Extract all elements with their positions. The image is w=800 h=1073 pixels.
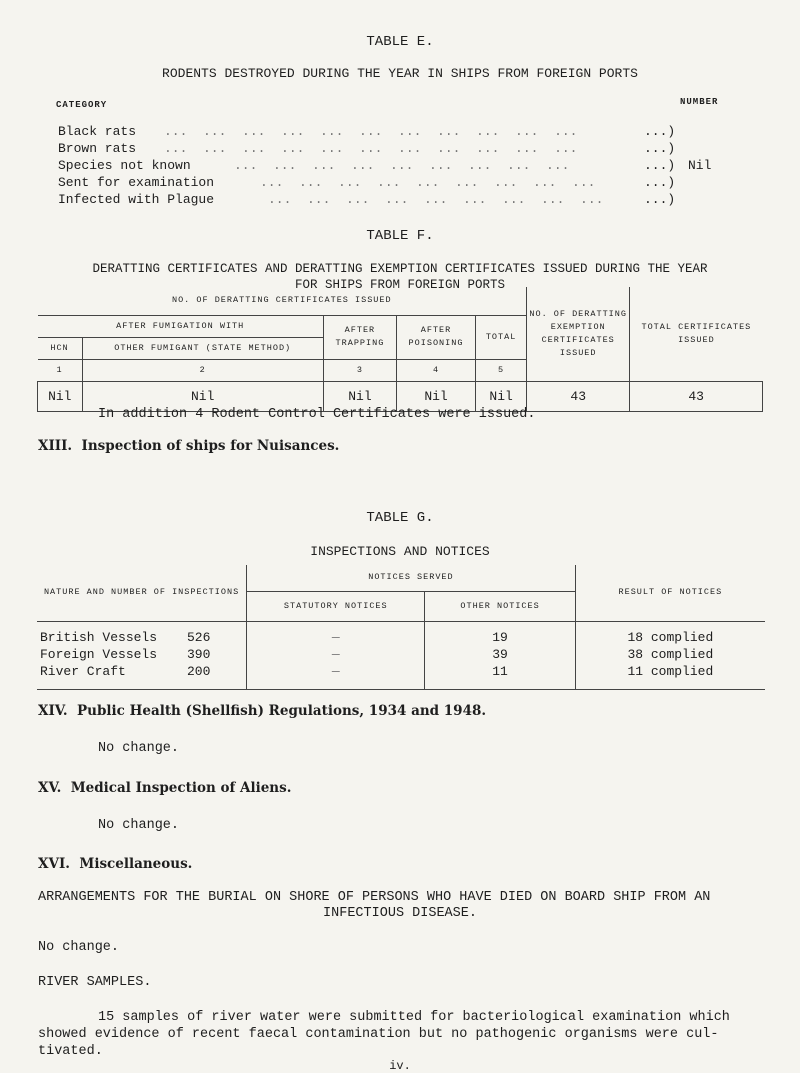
table-f-exemption-header: NO. OF DERATTING EXEMPTION CERTIFICATES ISSUED: [527, 287, 630, 381]
list-item: ... ... ... ... ... ... ... ... ... Species not known ...): [58, 158, 676, 173]
table-cell: 43: [527, 381, 630, 411]
table-e-number-header: NUMBER: [680, 97, 719, 107]
table-cell: 43: [630, 381, 763, 411]
river-samples-line1: 15 samples of river water were submitted for bacteriological examination which: [98, 1010, 730, 1025]
section-xiv-body: No change.: [98, 741, 180, 756]
river-samples-line3: tivated.: [38, 1044, 103, 1059]
table-f-subtitle-line2: FOR SHIPS FROM FOREIGN PORTS: [294, 278, 506, 292]
river-samples-line2: showed evidence of recent faecal contamination but no pathogenic organisms were cul-: [38, 1027, 719, 1042]
table-cell: Nil: [38, 381, 83, 411]
table-e-subtitle: RODENTS DESTROYED DURING THE YEAR IN SHIPS FROM FOREIGN PORTS: [162, 66, 638, 81]
table-g-other-header: OTHER NOTICES: [425, 591, 575, 621]
table-cell: Nil: [396, 381, 475, 411]
section-xvi-heading: XVI. Miscellaneous.: [38, 856, 193, 872]
list-item: ... ... ... ... ... ... ... ... ... ... ... Brown rats ...): [58, 141, 676, 156]
table-g: [37, 565, 765, 690]
table-f-col-number: 4: [396, 359, 475, 381]
table-cell: Nil: [323, 381, 396, 411]
table-g-result-cell: 18 complied 38 complied 11 complied: [575, 621, 765, 689]
table-row: [37, 621, 765, 689]
section-xiv-heading: XIV. Public Health (Shellfish) Regulations, 1934 and 1948.: [38, 703, 487, 719]
list-item: ... ... ... ... ... ... ... ... ... Sent for examination ...): [58, 175, 676, 190]
table-g-notices-header: NOTICES SERVED: [247, 565, 576, 591]
table-g-statutory-cell: — — —: [247, 621, 425, 689]
table-g-nature-header: NATURE AND NUMBER OF INSPECTIONS: [37, 565, 247, 621]
table-f-hcn-header: HCN: [38, 337, 83, 359]
table-e-category-header: CATEGORY: [56, 100, 108, 110]
page-number: iv.: [389, 1059, 411, 1073]
section-xv-heading: XV. Medical Inspection of Aliens.: [38, 780, 292, 796]
list-item: ... ... ... ... ... ... ... ... ... Infected with Plague ...): [58, 192, 676, 207]
table-f-other-header: OTHER FUMIGANT (STATE METHOD): [82, 337, 323, 359]
table-g-title: TABLE G.: [366, 510, 434, 526]
table-f-group-header: NO. OF DERATTING CERTIFICATES ISSUED: [38, 287, 527, 315]
table-g-subtitle: INSPECTIONS AND NOTICES: [310, 544, 490, 559]
table-g-result-header: RESULT OF NOTICES: [575, 565, 765, 621]
section-xiii-heading: XIII. Inspection of ships for Nuisances.: [38, 438, 340, 454]
table-f-col-number: 1: [38, 359, 83, 381]
section-xv-body: No change.: [98, 818, 180, 833]
table-f-total-header: TOTAL: [476, 315, 527, 359]
table-f-total-certs-header: TOTAL CERTIFICATES ISSUED: [630, 287, 763, 381]
table-cell: Nil: [476, 381, 527, 411]
river-samples-heading: RIVER SAMPLES.: [38, 975, 152, 990]
table-e-value: Nil: [688, 158, 712, 173]
table-g-statutory-header: STATUTORY NOTICES: [247, 591, 425, 621]
table-g-other-cell: 19 39 11: [425, 621, 575, 689]
table-f-col-number: 2: [82, 359, 323, 381]
table-cell: Nil: [82, 381, 323, 411]
table-f-fumigation-header: AFTER FUMIGATION WITH: [38, 315, 324, 337]
list-item: ... ... ... ... ... ... ... ... ... ... ... Black rats ...): [58, 124, 676, 139]
table-f-note: In addition 4 Rodent Control Certificates were issued.: [98, 407, 536, 422]
table-f-poisoning-header: AFTER POISONING: [396, 315, 475, 359]
table-f-col-number: 5: [476, 359, 527, 381]
arrangements-heading-line1: ARRANGEMENTS FOR THE BURIAL ON SHORE OF PERSONS WHO HAVE DIED ON BOARD SHIP FROM AN: [38, 890, 711, 905]
table-g-nature-cell: British Vessels 526 Foreign Vessels 390 River Craft 200: [37, 621, 247, 689]
table-f-trapping-header: AFTER TRAPPING: [323, 315, 396, 359]
table-f-title: TABLE F.: [366, 228, 434, 244]
table-f-col-number: 3: [323, 359, 396, 381]
table-f: [37, 287, 763, 412]
table-f-subtitle-line1: DERATTING CERTIFICATES AND DERATTING EXEMPTION CERTIFICATES ISSUED DURING THE YEAR: [92, 262, 708, 276]
arrangements-heading-line2: INFECTIOUS DISEASE.: [323, 906, 477, 921]
table-e-title: TABLE E.: [366, 34, 434, 50]
arrangements-body: No change.: [38, 940, 120, 955]
